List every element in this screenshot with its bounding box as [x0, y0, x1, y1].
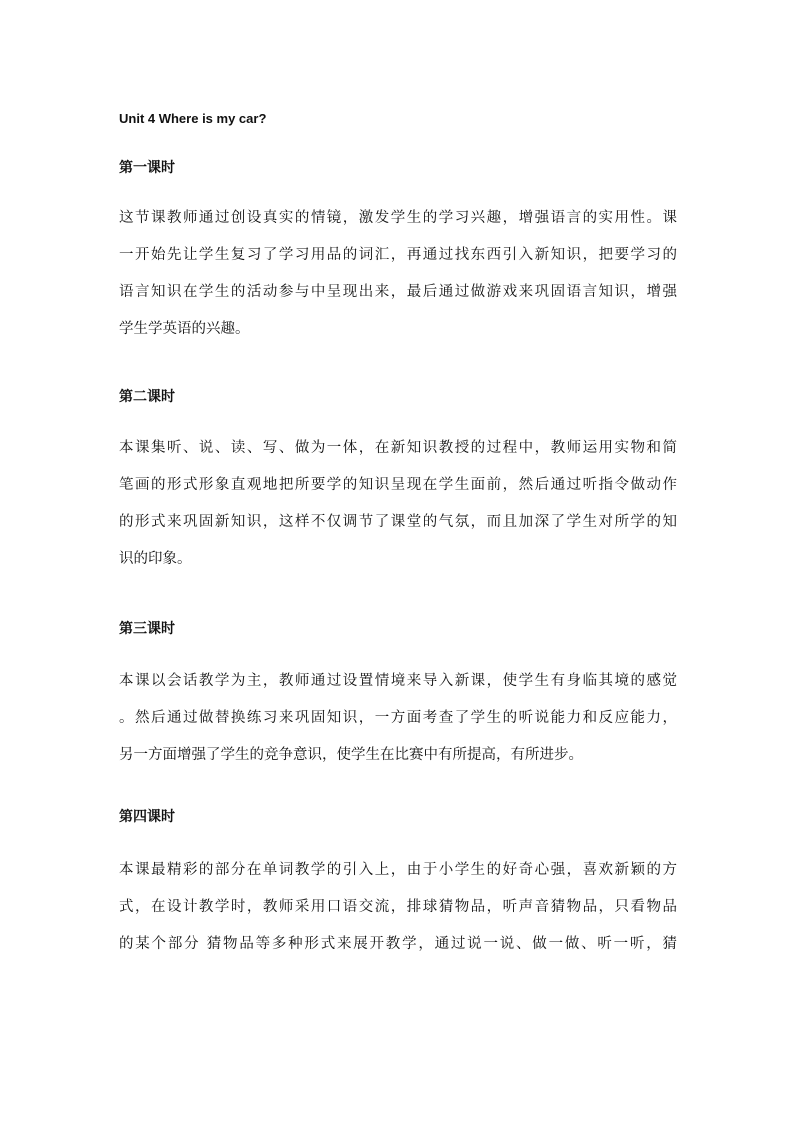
paragraph-line: 这节课教师通过创设真实的情镜，激发学生的学习兴趣，增强语言的实用性。课	[119, 210, 677, 226]
section-paragraph-3	[119, 663, 677, 774]
paragraph-line: 。然后通过做替换练习来巩固知识，一方面考查了学生的听说能力和反应能力，	[119, 710, 677, 726]
paragraph-line: 一开始先让学生复习了学习用品的词汇，再通过找东西引入新知识，把要学习的	[119, 247, 677, 263]
paragraph-line: 识的印象。	[119, 551, 192, 567]
paragraph-line: 本课最精彩的部分在单词教学的引入上，由于小学生的好奇心强，喜欢新颖的方	[119, 862, 677, 878]
section-paragraph-1	[119, 200, 677, 348]
paragraph-line: 本课以会话教学为主，教师通过设置情境来导入新课，使学生有身临其境的感觉	[119, 673, 677, 689]
paragraph-line: 另一方面增强了学生的竞争意识，使学生在比赛中有所提高，有所进步。	[119, 747, 583, 763]
section-heading-4: 第四课时	[119, 809, 175, 825]
paragraph-line: 学生学英语的兴趣。	[119, 321, 250, 337]
paragraph-line: 本课集听、说、读、写、做为一体，在新知识教授的过程中，教师运用实物和简	[119, 440, 677, 456]
section-heading-2: 第二课时	[119, 389, 175, 405]
section-heading-3: 第三课时	[119, 621, 175, 637]
document-title: Unit 4 Where is my car?	[119, 111, 267, 126]
paragraph-line: 式，在设计教学时，教师采用口语交流，排球猜物品，听声音猜物品，只看物品	[119, 899, 677, 915]
paragraph-line: 的形式来巩固新知识，这样不仅调节了课堂的气氛，而且加深了学生对所学的知	[119, 514, 677, 530]
section-paragraph-2	[119, 430, 677, 578]
paragraph-line: 的某个部分 猜物品等多种形式来展开教学，通过说一说、做一做、听一听，猜	[119, 936, 677, 952]
paragraph-line: 笔画的形式形象直观地把所要学的知识呈现在学生面前，然后通过听指令做动作	[119, 477, 677, 493]
section-paragraph-4	[119, 852, 677, 963]
paragraph-line: 语言知识在学生的活动参与中呈现出来，最后通过做游戏来巩固语言知识，增强	[119, 284, 677, 300]
section-heading-1: 第一课时	[119, 160, 175, 176]
